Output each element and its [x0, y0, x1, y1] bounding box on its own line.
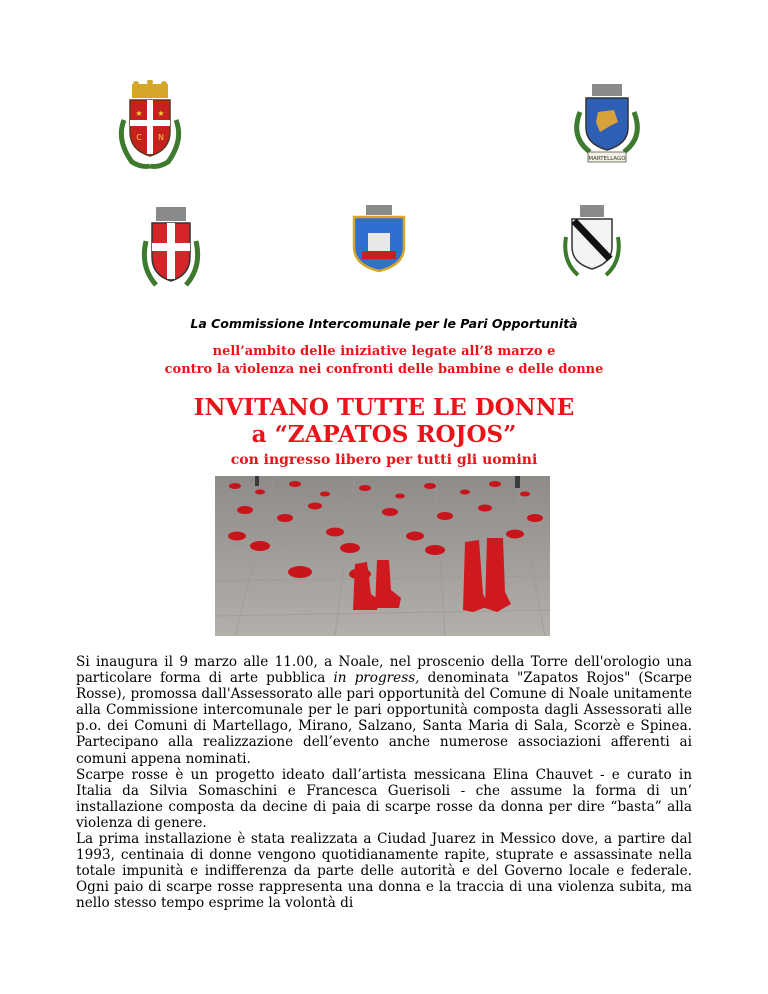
subtitle: con ingresso libero per tutti gli uomini — [230, 452, 538, 468]
ambito-line-1: nell’ambito delle iniziative legate all’8 marzo e — [212, 344, 556, 359]
paragraph-3: La prima installazione è stata realizzata a Ciudad Juarez in Messico dove, a partire dal 1993, centinaia di donne vengono quotidianamente rapite, stuprate e assassinate nella totale impunità e indifferenza da parte delle autorità e del Governo locale e federale. Ogni paio di scarpe rosse rappresenta una donna e la traccia di una violenza subita, ma nello stesso tempo esprime la volontà di — [76, 831, 692, 912]
crest-letter: N — [158, 133, 164, 142]
title-line-2: a “ZAPATOS ROJOS” — [251, 421, 517, 448]
svg-text:★: ★ — [157, 109, 165, 118]
paragraph-1 — [76, 654, 692, 767]
title-line-1: INVITANO TUTTE LE DONNE — [193, 394, 575, 421]
paragraph-1-part-2: denominata "Zapatos Rojos" (Scarpe Rosse), promossa dall'Assessorato alle pari opportunità del Comune di Noale unitamente alla Commissione intercomunale per le pari opportunità composta dagli Assessorati alle p.o. dei Comuni di Martellago, Mirano, Salzano, Santa Maria di Sala, Scorzè e Spinea. Partecipano alla realizzazione dell’evento anche numerose associazioni afferenti ai comuni appena nominati. — [76, 670, 692, 767]
body-text — [76, 654, 692, 912]
martellago-crest-image — [570, 82, 644, 166]
crest-scroll-text: MARTELLAGO — [588, 156, 626, 162]
red-shoes-photo — [215, 476, 550, 636]
santa-maria-di-sala-crest-image — [348, 205, 410, 275]
noale-crest-image — [114, 80, 186, 172]
crest-letter: C — [136, 133, 142, 142]
ambito-text — [0, 343, 768, 379]
scorze-crest-image — [562, 205, 622, 283]
paragraph-2: Scarpe rosse è un progetto ideato dall’artista messicana Elina Chauvet - e curato in Italia da Silvia Somaschini e Francesca Guerisoli - che assume la forma di un’ installazione composta da decine di paia di scarpe rosse da donna per dire “basta” alla violenza di genere. — [76, 766, 692, 831]
commission-heading: La Commissione Intercomunale per le Pari Opportunità — [190, 316, 578, 331]
paragraph-1-italic: in progress, — [333, 670, 420, 687]
salzano-crest-image — [140, 205, 202, 295]
main-title — [0, 394, 768, 448]
paragraph-1-part-1: Si inaugura il 9 marzo alle 11.00, a Noale, nel proscenio della Torre dell'orologio una particolare forma di arte pubblica — [76, 654, 692, 687]
ambito-line-2: contro la violenza nei confronti delle bambine e delle donne — [164, 362, 604, 377]
svg-text:★: ★ — [135, 109, 143, 118]
